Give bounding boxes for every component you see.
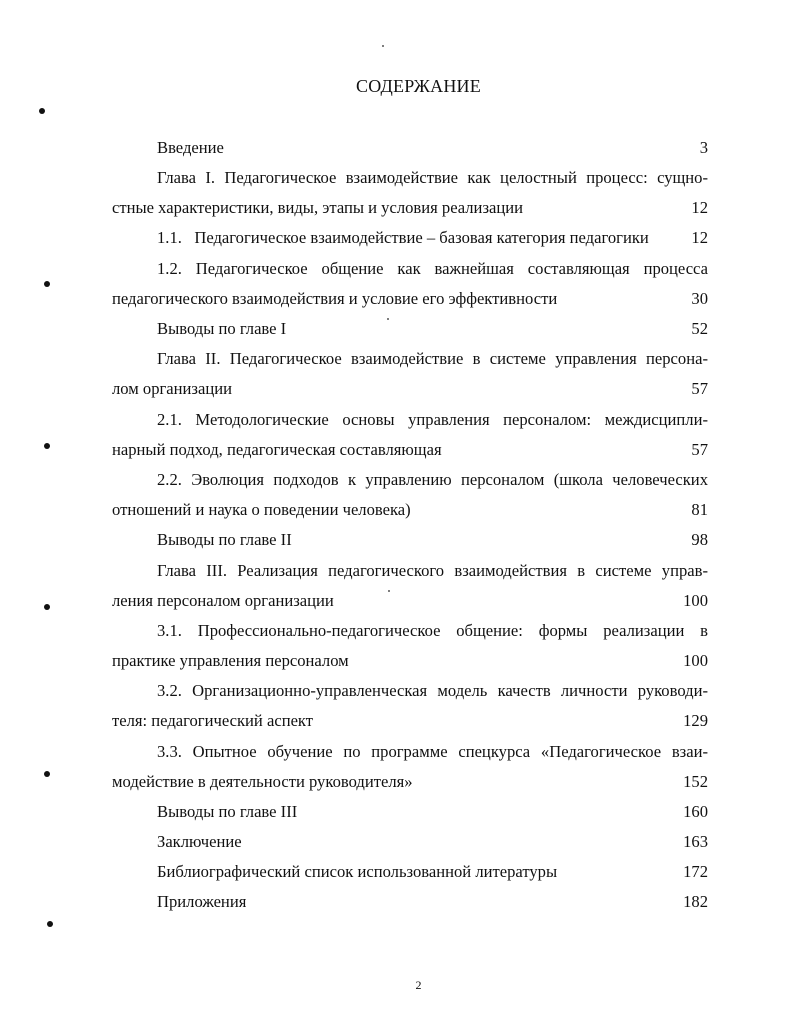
toc-entry-text: Выводы по главе II [157, 530, 292, 549]
toc-entry-text: теля: педагогический аспект [112, 711, 314, 730]
toc-entry-text: лом организации [112, 379, 232, 398]
toc-entry-text: отношений и наука о поведении человека) [112, 500, 411, 519]
scan-speck [382, 45, 384, 47]
toc-entry-page: 3 [699, 138, 708, 157]
page-number: 2 [415, 978, 422, 992]
toc-entry-text: практике управления персоналом [112, 651, 349, 670]
toc-entry-section-1-2-line1: 1.2. Педагогическое общение как важнейшая составляющая процесса [157, 259, 708, 278]
toc-entry-chapter-2 [112, 378, 708, 400]
binding-mark [39, 108, 45, 114]
toc-entry-text: ления персоналом организации [112, 591, 334, 610]
toc-entry-section-3-2-line1: 3.2. Организационно-управленческая модель качеств личности руководи- [157, 681, 708, 700]
toc-entry-page: 182 [683, 892, 708, 911]
toc-entry-page: 172 [683, 862, 708, 881]
toc-entry-page: 152 [683, 772, 708, 791]
toc-entry-section-3-1-line1: 3.1. Профессионально-педагогическое общение: формы реализации в [157, 621, 708, 640]
toc-entry-page: 100 [683, 651, 708, 670]
toc-entry-page: 57 [691, 379, 708, 398]
toc-entry-chapter-1-line1: Глава I. Педагогическое взаимодействие как целостный процесс: сущно- [157, 168, 708, 187]
binding-mark [47, 921, 53, 927]
toc-entry-page: 160 [683, 802, 708, 821]
toc-entry-section-2-1-line1: 2.1. Методологические основы управления персоналом: междисципли- [157, 410, 708, 429]
toc-entry-section-3-3 [112, 771, 708, 793]
toc-entry-chapter-2-line1: Глава II. Педагогическое взаимодействие в системе управления персона- [157, 349, 708, 368]
toc-entry-text: стные характеристики, виды, этапы и условия реализации [112, 198, 524, 217]
toc-entry-conclusion [157, 831, 708, 853]
toc-entry-page: 129 [683, 711, 708, 730]
toc-entry-conclusions-3 [157, 801, 708, 823]
toc-entry-page: 81 [691, 500, 708, 519]
toc-entry-chapter-3 [112, 590, 708, 612]
toc-entry-page: 52 [691, 319, 708, 338]
toc-entry-bibliography [157, 861, 708, 883]
toc-entry-text: Выводы по главе I [157, 319, 287, 338]
toc-entry-chapter-1 [112, 197, 708, 219]
toc-entry-section-1-2 [112, 288, 708, 310]
toc-entry-text: модействие в деятельности руководителя» [112, 772, 413, 791]
toc-entry-text: Введение [157, 138, 224, 157]
toc-entry-conclusions-2 [157, 529, 708, 551]
toc-entry-introduction [157, 137, 708, 159]
toc-entry-chapter-3-line1: Глава III. Реализация педагогического взаимодействия в системе управ- [157, 561, 708, 580]
toc-entry-page: 98 [691, 530, 708, 549]
toc-entry-page: 12 [691, 198, 708, 217]
toc-entry-text: педагогического взаимодействия и условие его эффективности [112, 289, 558, 308]
toc-entry-page: 100 [683, 591, 708, 610]
toc-entry-text: Библиографический список использованной литературы [157, 862, 558, 881]
scan-speck [387, 318, 389, 320]
toc-entry-text: Выводы по главе III [157, 802, 298, 821]
scan-speck [388, 590, 390, 592]
binding-mark [44, 443, 50, 449]
binding-mark [44, 281, 50, 287]
toc-entry-section-3-3-line1: 3.3. Опытное обучение по программе спецкурса «Педагогическое взаи- [157, 742, 708, 761]
binding-mark [44, 771, 50, 777]
toc-entry-text: нарный подход, педагогическая составляющая [112, 440, 442, 459]
toc-entry-text: 1.1. Педагогическое взаимодействие – базовая категория педагогики [157, 228, 649, 247]
toc-entry-page: 12 [691, 228, 708, 247]
toc-entry-section-2-2 [112, 499, 708, 521]
toc-entry-section-2-2-line1: 2.2. Эволюция подходов к управлению персоналом (школа человеческих [157, 470, 708, 489]
toc-entry-conclusions-1 [157, 318, 708, 340]
toc-entry-page: 57 [691, 440, 708, 459]
toc-entry-appendices [157, 891, 708, 913]
toc-entry-page: 163 [683, 832, 708, 851]
toc-entry-section-2-1 [112, 439, 708, 461]
page-title: СОДЕРЖАНИЕ [356, 76, 481, 96]
toc-entry-section-3-2 [112, 710, 708, 732]
toc-entry-section-3-1 [112, 650, 708, 672]
toc-entry-text: Заключение [157, 832, 242, 851]
toc-entry-text: Приложения [157, 892, 247, 911]
binding-mark [44, 604, 50, 610]
toc-entry-section-1-1 [157, 227, 708, 249]
toc-entry-page: 30 [691, 289, 708, 308]
